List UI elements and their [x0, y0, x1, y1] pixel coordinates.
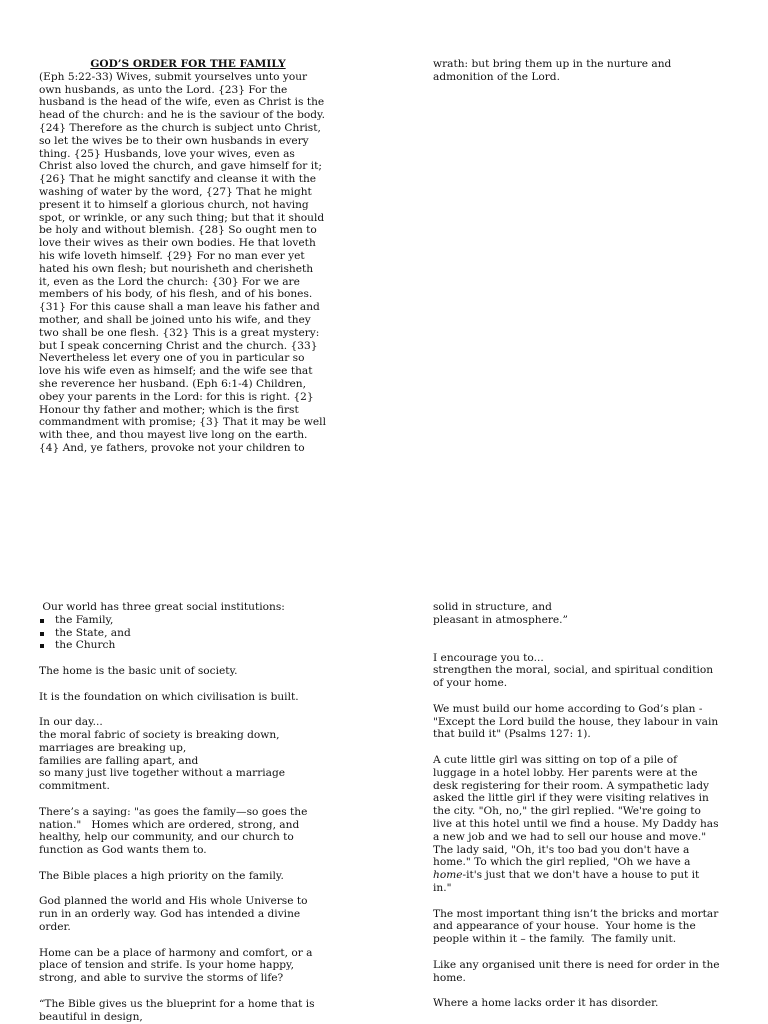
page1-left-column: [39, 58, 337, 455]
blueprint-paragraph: “The Bible gives us the blueprint for a home that is beautiful in design,: [39, 997, 315, 1023]
scripture-paragraph: (Eph 5:22-33) Wives, submit yourselves unto your own husbands, as unto the Lord. {23} For the husband is the head of the wife, even as Christ is the head of the church: and he is the saviour of the body. {24} Therefore as the church is subject unto Christ, so let the wives be to their own husbands in every thing. {25} Husbands, love your wives, even as Christ also loved the church, and gave himself for it; {26} That he might sanctify and cleanse it with the washing of water by the word, {27} That he might present it to himself a glorious church, not having spot, or wrinkle, or any such thing; but that it should be holy and without blemish. {28} So ought men to love their wives as their own bodies. He that loveth his wife loveth himself. {29} For no man ever yet hated his own flesh; but nourisheth and cherisheth it, even as the Lord the church: {30} For we are members of his body, of his flesh, and of his bones. {31} For this cause shall a man leave his father and mother, and shall be joined unto his wife, and they two shall be one flesh. {32} This is a great mystery: but I speak concerning Christ and the church. {33} Nevertheless let every one of you in particular so love his wife even as himself; and the wife see that she reverence her husband. (Eph 6:1-4) Children, obey your parents in the Lord: for this is right. {2} Honour thy father and mother; which is the first commandment with promise; {3} That it may be well with thee, and thou mayest live long on the earth. {4} And, ye fathers, provoke not your children to: [39, 70, 326, 454]
institutions-list: [39, 614, 339, 652]
page2-right-column: [433, 601, 743, 1010]
disorder-paragraph: Where a home lacks order it has disorder.: [433, 997, 659, 1010]
scripture-continuation: wrath: but bring them up in the nurture and admonition of the Lord.: [433, 58, 672, 83]
emphasis-home: home: [433, 869, 463, 882]
list-item: the Church: [39, 639, 339, 652]
important-paragraph: The most important thing isn’t the bricks and mortar and appearance of your house. Your home is the people within it – the family. The family unit.: [433, 907, 719, 946]
god-planned-paragraph: God planned the world and His whole Universe to run in an orderly way. God has intended a divine order.: [39, 895, 308, 933]
list-item: the State, and: [39, 627, 339, 640]
list-item: the Family,: [39, 614, 339, 627]
build-paragraph: We must build our home according to God’s plan - "Except the Lord build the house, they labour in vain that build it" (Psalms 127: 1).: [433, 702, 719, 741]
page1-right-column: [433, 58, 743, 84]
encourage-paragraph: I encourage you to... strengthen the moral, social, and spiritual condition of your home.: [433, 651, 714, 690]
page2-left-column: [39, 601, 339, 1023]
foundation-paragraph: It is the foundation on which civilisation is built.: [39, 690, 299, 703]
story-paragraph: A cute little girl was sitting on top of a pile of luggage in a hotel lobby. Her parents were at the desk registering for their room. A sympathetic lady asked the little girl if they were visiting relatives in the city. "Oh, no," the girl replied. "We're going to live at this hotel until we find a house. My Daddy has a new job and we had to sell our house and move." The lady said, "Oh, it's too bad you don't have a home." To which the girl replied, "Oh we have a home-it's just that we don't have a house to put it in.": [433, 753, 719, 894]
harmony-paragraph: Home can be a place of harmony and comfort, or a place of tension and strife. Is your home happy, strong, and able to survive the storms of life?: [39, 946, 313, 985]
organised-paragraph: Like any organised unit there is need for order in the home.: [433, 958, 720, 984]
saying-paragraph: There’s a saying: "as goes the family—so goes the nation." Homes which are ordered, strong, and healthy, help our community, and our church to function as God wants them to.: [39, 805, 308, 857]
institutions-intro: Our world has three great social institutions:: [39, 601, 285, 613]
blueprint-continuation: solid in structure, and pleasant in atmosphere.”: [433, 601, 568, 626]
basic-unit-paragraph: The home is the basic unit of society.: [39, 664, 238, 677]
document-title: GOD’S ORDER FOR THE FAMILY: [90, 58, 286, 70]
our-day-paragraph: In our day... the moral fabric of society is breaking down, marriages are breaking up, families are falling apart, and so many just live together without a marriage commitment.: [39, 716, 286, 793]
priority-paragraph: The Bible places a high priority on the family.: [39, 869, 284, 882]
